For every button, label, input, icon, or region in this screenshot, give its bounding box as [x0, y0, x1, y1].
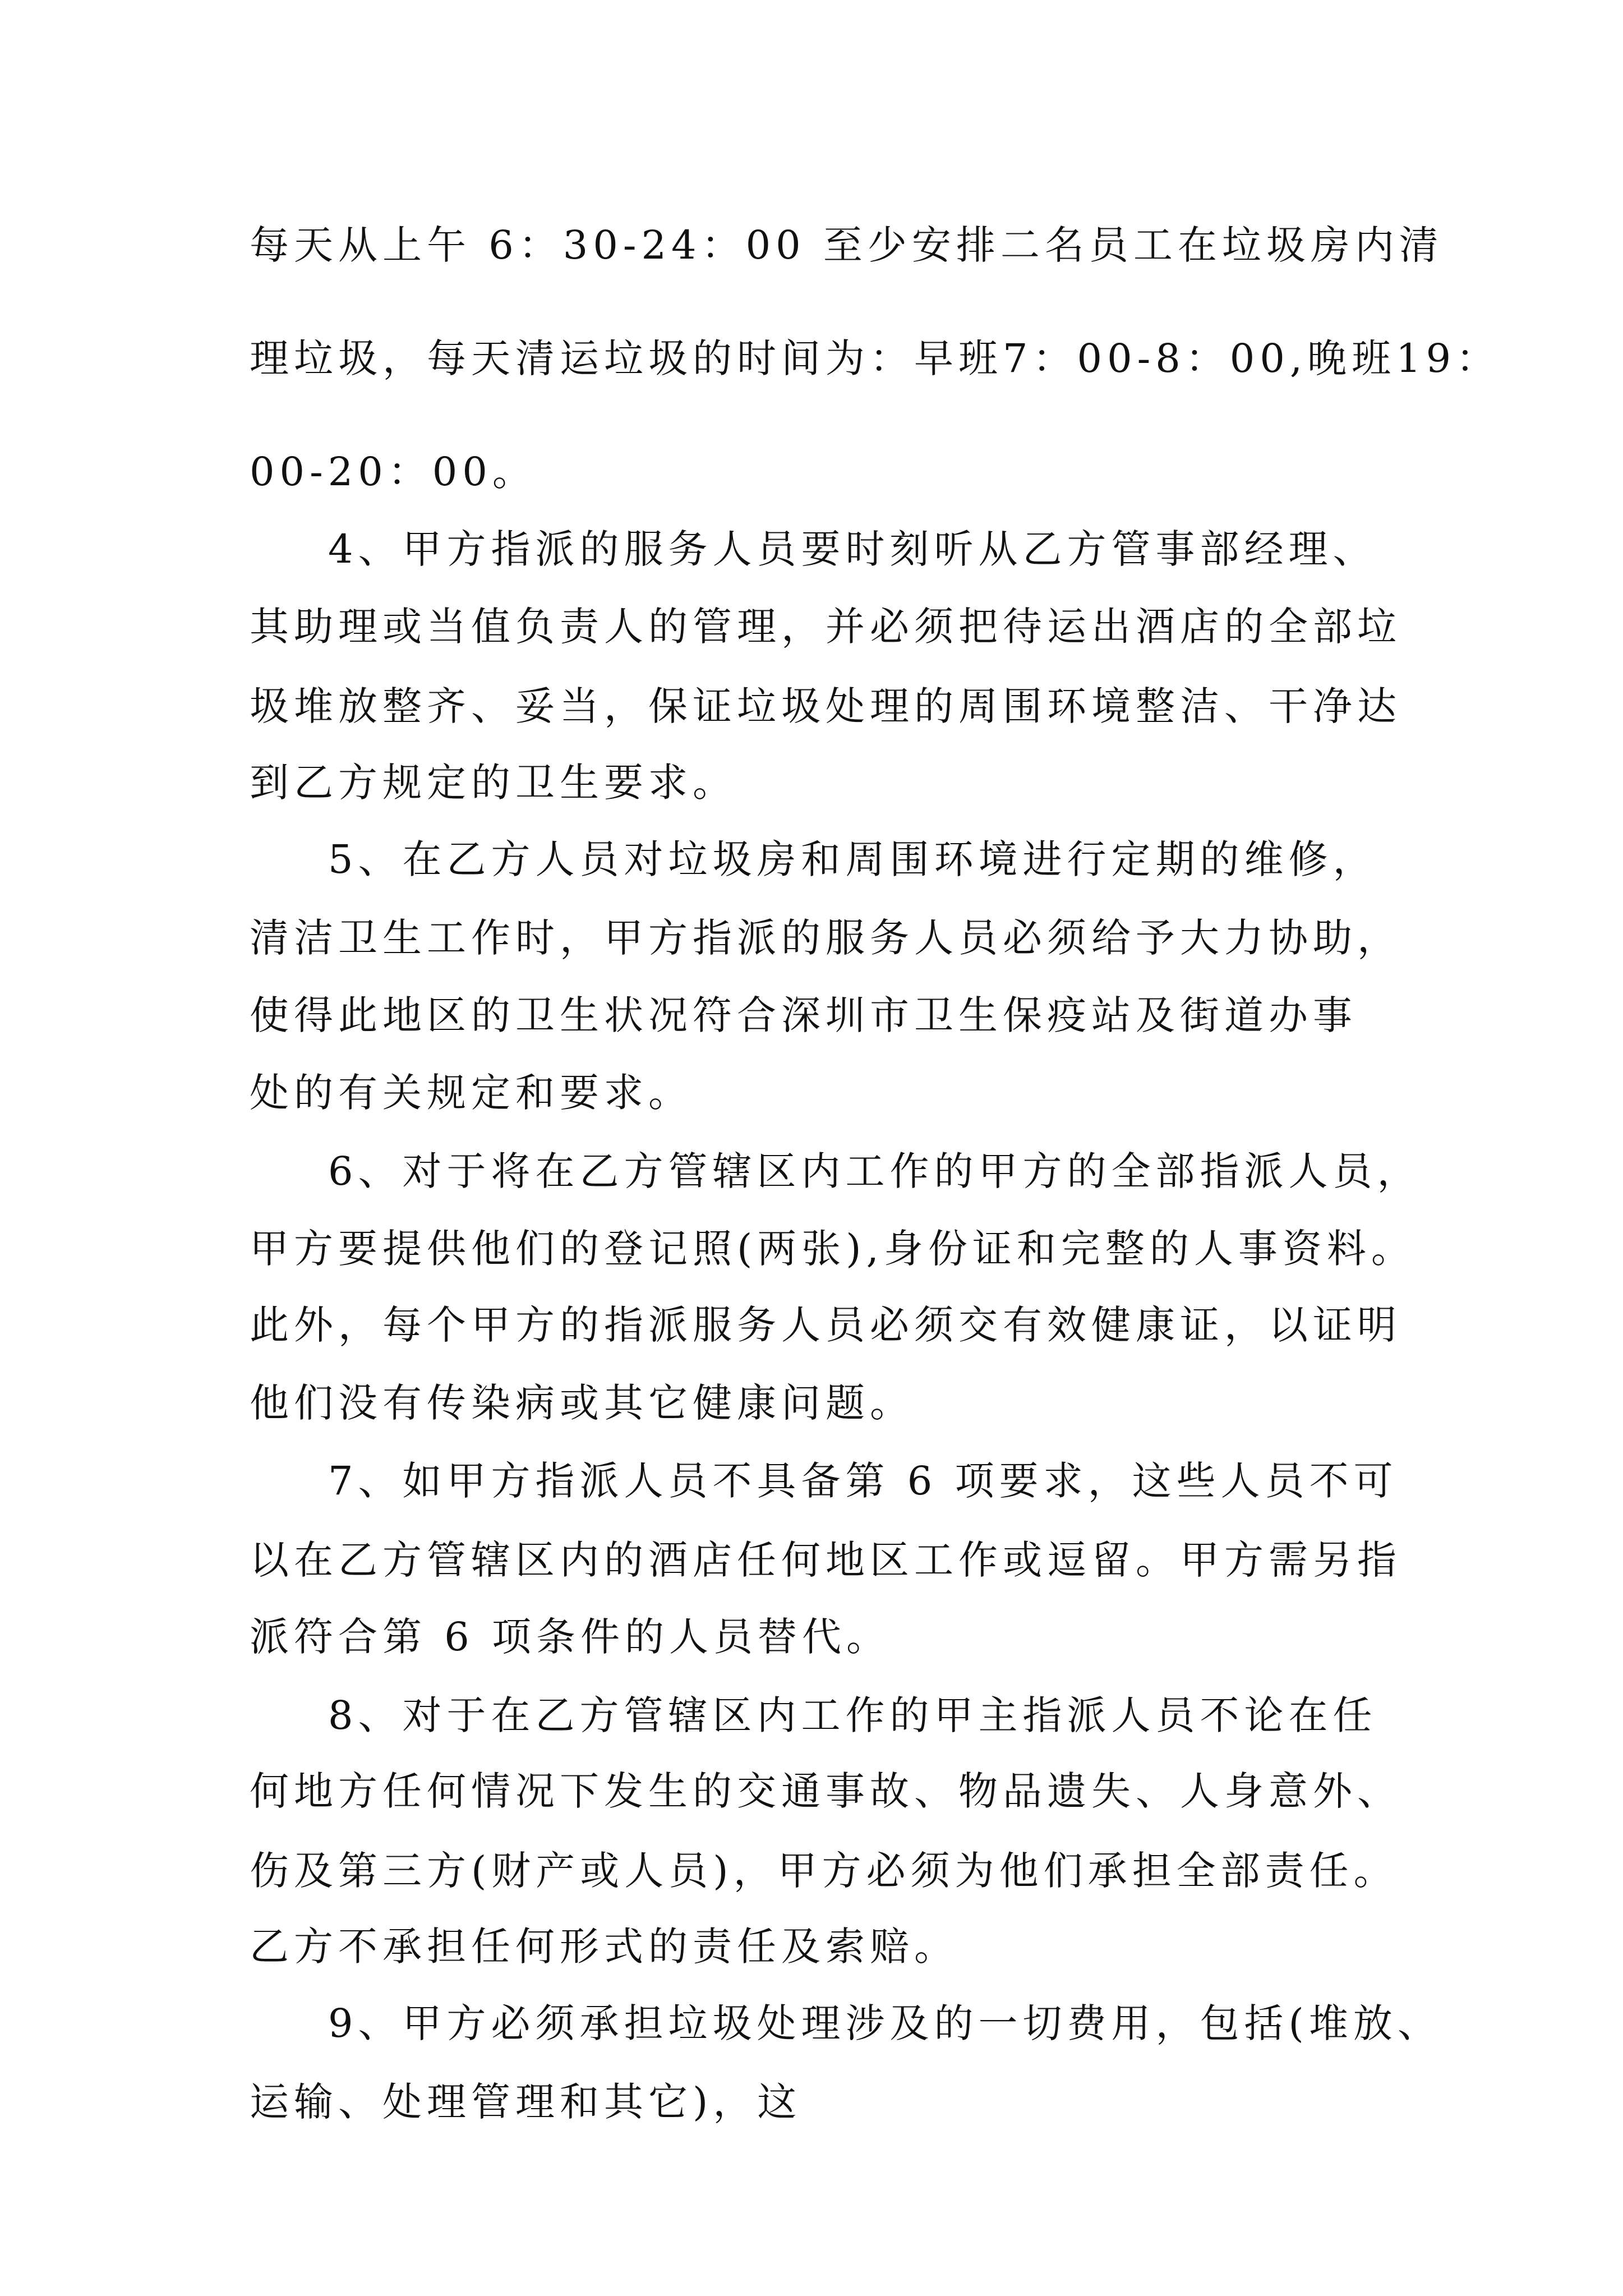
text-line: 乙方不承担任何形式的责任及索赔。	[250, 1924, 958, 1970]
text-line: 以在乙方管辖区内的酒店任何地区工作或逗留。甲方需另指	[250, 1537, 1401, 1583]
paragraph-8-start: 8、对于在乙方管辖区内工作的甲主指派人员不论在任	[328, 1692, 1377, 1738]
text-line: 甲方要提供他们的登记照(两张),身份证和完整的人事资料。	[250, 1226, 1415, 1272]
paragraph-9-start: 9、甲方必须承担垃圾处理涉及的一切费用，包括(堆放、	[328, 2000, 1442, 2046]
text-line: 何地方任何情况下发生的交通事故、物品遗失、人身意外、	[250, 1768, 1401, 1814]
text-line: 到乙方规定的卫生要求。	[250, 760, 737, 806]
text-line: 圾堆放整齐、妥当，保证垃圾处理的周围环境整洁、干净达	[250, 683, 1401, 729]
text-line: 使得此地区的卫生状况符合深圳市卫生保疫站及街道办事	[250, 992, 1357, 1038]
text-line: 他们没有传染病或其它健康问题。	[250, 1380, 914, 1426]
text-line: 每天从上午 6：30-24：00 至少安排二名员工在垃圾房内清	[250, 222, 1444, 268]
paragraph-6-start: 6、对于将在乙方管辖区内工作的甲方的全部指派人员，	[328, 1148, 1422, 1194]
paragraph-5-start: 5、在乙方人员对垃圾房和周围环境进行定期的维修，	[328, 836, 1377, 882]
text-line: 理垃圾，每天清运垃圾的时间为：早班7：00-8：00,晚班19：	[250, 335, 1501, 381]
text-line: 清洁卫生工作时，甲方指派的服务人员必须给予大力协助，	[250, 915, 1401, 961]
text-line: 00-20：00。	[250, 449, 537, 495]
text-line: 派符合第 6 项条件的人员替代。	[250, 1614, 891, 1660]
text-line: 此外，每个甲方的指派服务人员必须交有效健康证，以证明	[250, 1302, 1401, 1348]
paragraph-7-start: 7、如甲方指派人员不具备第 6 项要求，这些人员不可	[328, 1458, 1398, 1504]
text-line: 处的有关规定和要求。	[250, 1070, 693, 1116]
paragraph-4-start: 4、甲方指派的服务人员要时刻听从乙方管事部经理、	[328, 526, 1377, 572]
text-line: 运输、处理管理和其它)，这	[250, 2079, 802, 2125]
text-line: 其助理或当值负责人的管理，并必须把待运出酒店的全部垃	[250, 604, 1401, 650]
text-line: 伤及第三方(财产或人员)，甲方必须为他们承担全部责任。	[250, 1848, 1398, 1894]
